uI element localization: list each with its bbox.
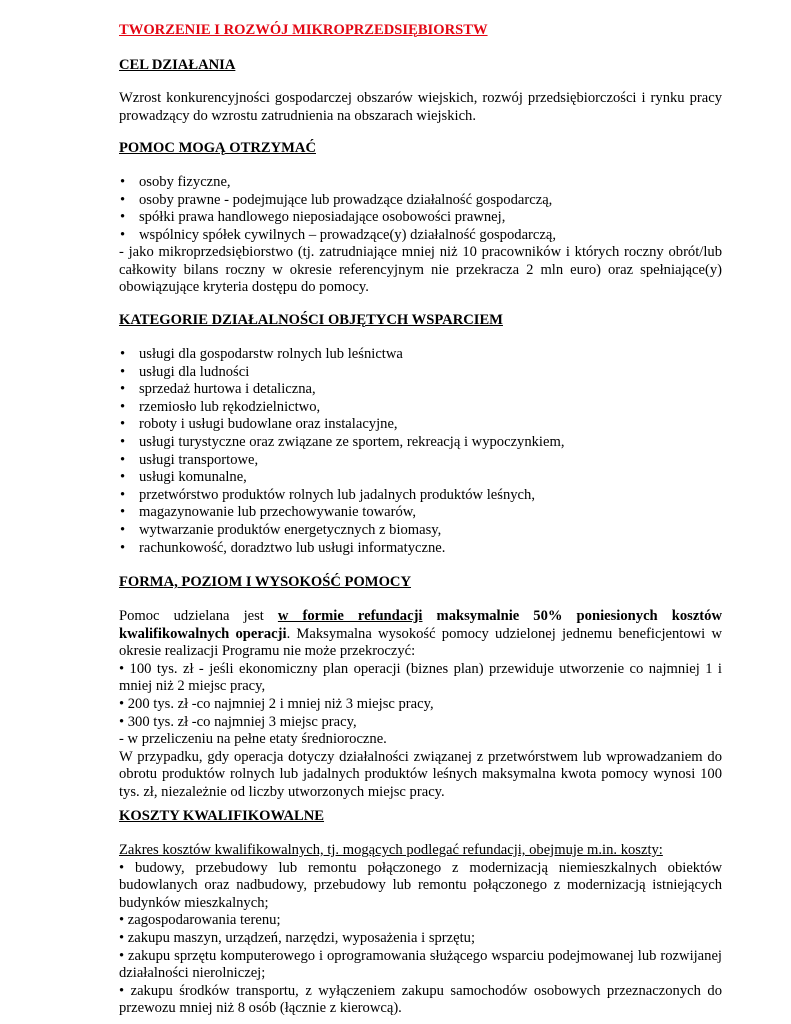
list-item: • wytwarzanie produktów energetycznych z biomasy, (119, 522, 564, 540)
list-item: • sprzedaż hurtowa i detaliczna, (119, 381, 564, 399)
forma-text-a: Pomoc udzielana jest (119, 608, 278, 624)
list-item: • usługi dla ludności (119, 364, 564, 382)
forma-line: • 200 tys. zł -co najmniej 2 i mniej niż 3 miejsc pracy, (119, 695, 434, 712)
forma-refundacja: w formie refundacji (277, 608, 423, 624)
list-item: • usługi turystyczne oraz związane ze sportem, rekreacją i wypoczynkiem, (119, 434, 564, 452)
forma-text-d: . Maksymalna wysokość pomocy udzielonej jednemu beneficjentowi w okresie realizacji Programu nie może przekroczyć: (119, 625, 722, 660)
paragraph-mikroprzedsiebiorstwo: - jako mikroprzedsiębiorstwo (tj. zatrudniające mniej niż 10 pracowników i których roczny obrót/lub całkowity bilans roczny w okresie referencyjnym nie przekracza 2 mln euro) oraz spełniające(y) obowiązujące kryteria dostępu do pomocy. (119, 244, 722, 296)
koszty-line: • zakupu sprzętu komputerowego i oprogramowania służącego wsparciu podejmowanej lub rozwijanej działalności nierolniczej; (119, 947, 722, 982)
forma-line: - w przeliczeniu na pełne etaty średnioroczne. (119, 731, 387, 748)
list-item: • usługi komunalne, (119, 469, 564, 487)
koszty-line: • budowy, przebudowy lub remontu połączonego z modernizacją niemieszkalnych obiektów budowlanych oraz nadbudowy, przebudowy lub remontu połączonego z modernizacją istniejących budynków mieszkalnych; (119, 859, 722, 911)
list-item: • rzemiosło lub rękodzielnictwo, (119, 399, 564, 417)
categories-list (119, 346, 564, 557)
koszty-line: • zakupu środków transportu, z wyłączeniem zakupu samochodów osobowych przeznaczonych do przewozu mniej niż 8 osób (łącznie z kierowcą). (119, 982, 722, 1017)
forma-max-50: maksymalnie 50% poniesionych kosztów kwalifikowalnych operacji (119, 608, 722, 642)
koszty-line: • zakupu maszyn, urządzeń, narzędzi, wyposażenia i sprzętu; (119, 929, 476, 946)
forma-line: • 100 tys. zł - jeśli ekonomiczny plan operacji (biznes plan) przewiduje utworzenie co najmniej 1 i mniej niż 2 miejsc pracy, (119, 660, 722, 695)
heading-forma: FORMA, POZIOM I WYSOKOŚĆ POMOCY (119, 574, 412, 590)
beneficiaries-list (119, 174, 556, 244)
list-item: • magazynowanie lub przechowywanie towarów, (119, 504, 564, 522)
list-item: • roboty i usługi budowlane oraz instalacyjne, (119, 416, 564, 434)
heading-cel-dzialania: CEL DZIAŁANIA (119, 57, 236, 73)
koszty-intro: Zakres kosztów kwalifikowalnych, tj. mogących podlegać refundacji, obejmuje m.in. koszty: (119, 842, 663, 858)
list-item: • spółki prawa handlowego nieposiadające osobowości prawnej, (119, 209, 556, 227)
heading-pomoc-moga-otrzymac: POMOC MOGĄ OTRZYMAĆ (119, 140, 316, 156)
forma-line: • 300 tys. zł -co najmniej 3 miejsc pracy, (119, 713, 357, 730)
list-item: • przetwórstwo produktów rolnych lub jadalnych produktów leśnych, (119, 487, 564, 505)
paragraph-koszty (119, 842, 722, 1018)
koszty-line: • zagospodarowania terenu; (119, 912, 281, 929)
forma-paragraph-2: W przypadku, gdy operacja dotyczy działalności związanej z przetwórstwem lub wprowadzaniem do obrotu produktów rolnych lub jadalnych produktów leśnych maksymalna kwota pomocy wynosi 100 tys. zł, niezależnie od liczby utworzonych miejsc pracy. (119, 748, 722, 800)
heading-kategorie: KATEGORIE DZIAŁALNOŚCI OBJĘTYCH WSPARCIEM (119, 312, 503, 328)
list-item: • wspólnicy spółek cywilnych – prowadzące(y) działalność gospodarczą, (119, 227, 556, 245)
paragraph-cel: Wzrost konkurencyjności gospodarczej obszarów wiejskich, rozwój przedsiębiorczości i rynku pracy prowadzący do wzrostu zatrudnienia na obszarach wiejskich. (119, 90, 722, 124)
document-title: TWORZENIE I ROZWÓJ MIKROPRZEDSIĘBIORSTW (119, 22, 488, 38)
list-item: • usługi transportowe, (119, 452, 564, 470)
list-item: • osoby fizyczne, (119, 174, 556, 192)
paragraph-forma (119, 608, 722, 802)
list-item: • osoby prawne - podejmujące lub prowadzące działalność gospodarczą, (119, 192, 556, 210)
list-item: • rachunkowość, doradztwo lub usługi informatyczne. (119, 540, 564, 558)
heading-koszty: KOSZTY KWALIFIKOWALNE (119, 808, 325, 824)
list-item: • usługi dla gospodarstw rolnych lub leśnictwa (119, 346, 564, 364)
